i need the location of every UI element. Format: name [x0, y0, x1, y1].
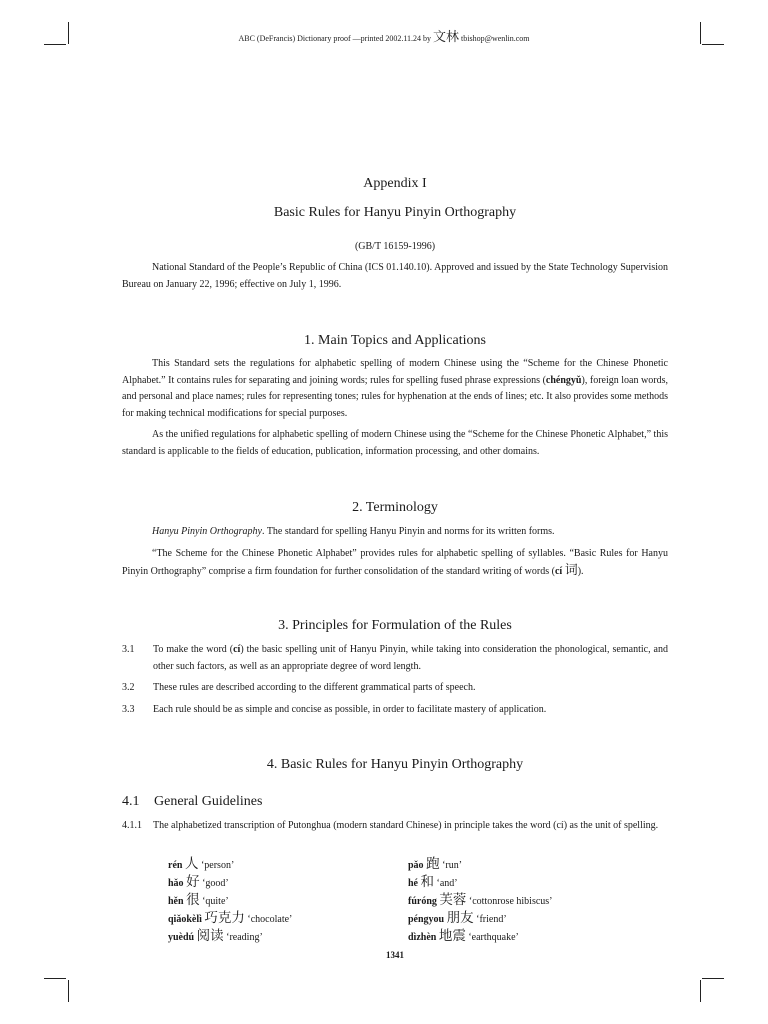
example-word: péngyou 朋友 ‘friend’ [408, 910, 507, 925]
subsection-heading: 4.1 General Guidelines [122, 794, 263, 809]
author-email: tbishop@wenlin.com [461, 34, 530, 43]
example-word: qiǎokèlì 巧克力 ‘chocolate’ [168, 910, 293, 925]
section-1 [122, 333, 668, 349]
proof-header [0, 26, 768, 45]
appendix-label: Appendix I [363, 176, 427, 191]
section-1-paragraph-2: As the unified regulations for alphabetic spelling of modern Chinese using the “Scheme for the Chinese Phonetic Alphabet,” this standard is applicable to the fields of education, publication, information processing, and other domains. [122, 429, 668, 457]
section-heading: 2. Terminology [352, 500, 438, 515]
chengyu-term: chéngyǔ [545, 374, 582, 386]
section-2 [122, 500, 668, 516]
section-heading: 3. Principles for Formulation of the Rules [278, 618, 512, 633]
crop-mark [44, 978, 66, 979]
rule-item: 3.1 To make the word (cí) the basic spelling unit of Hanyu Pinyin, while taking into consideration the phonological, semantic, and other such factors, as well as an appropriate degree of word length. [122, 644, 668, 672]
intro-paragraph: National Standard of the People’s Republic of China (ICS 01.140.10). Approved and issued by the State Technology Supervision Bureau on January 22, 1996; effective on July 1, 1996. [122, 262, 668, 290]
crop-mark [702, 978, 724, 979]
example-word: yuèdú 阅读 ‘reading’ [168, 928, 263, 943]
proof-text: ABC (DeFrancis) Dictionary proof —printed 2002.11.24 by [238, 34, 432, 43]
example-word: rén 人 ‘person’ [168, 856, 235, 871]
example-word: fúróng 芙蓉 ‘cottonrose hibiscus’ [408, 892, 553, 907]
document-title: Basic Rules for Hanyu Pinyin Orthography [273, 205, 517, 220]
example-word: pǎo 跑 ‘run’ [408, 856, 463, 871]
page-number: 1341 [386, 950, 404, 960]
section-1-paragraph-1: This Standard sets the regulations for alphabetic spelling of modern Chinese using the “Scheme for the Chinese Phonetic Alphabet.” It contains rules for separating and joining words; rules for spelling fused phrase expressions (chéngyǔ), foreign loan words, and personal and place names; rules for representing tones; rules for hyphenation at the ends of lines; etc. It also provides some methods for making technical modifications for special purposes. [122, 358, 668, 419]
example-word: hǎo 好 ‘good’ [168, 874, 229, 889]
example-word: dìzhèn 地震 ‘earthquake’ [408, 928, 519, 943]
section-heading: 1. Main Topics and Applications [304, 333, 486, 348]
crop-mark [68, 980, 69, 1002]
author-chinese-name: 文林 [433, 29, 460, 44]
crop-mark [700, 980, 701, 1002]
section-1-body [122, 356, 668, 460]
example-word: hé 和 ‘and’ [408, 874, 458, 889]
section-2-body [122, 524, 668, 581]
section-2-paragraph-2: “The Scheme for the Chinese Phonetic Alphabet” provides rules for alphabetic spelling of syllables. “Basic Rules for Hanyu Pinyin Orthography” comprise a firm foundation for further consolidation of the standard writing of words (cí 词). [122, 547, 668, 577]
rule-item: 4.1.1 The alphabetized transcription of Putonghua (modern standard Chinese) in principle takes the word (cí) as the unit of spelling. [122, 820, 659, 831]
intro-block [122, 260, 668, 293]
rule-item: 3.2 These rules are described according to the different grammatical parts of speech. [122, 682, 476, 693]
section-heading: 4. Basic Rules for Hanyu Pinyin Orthography [266, 757, 524, 772]
section-2-paragraph-1: Hanyu Pinyin Orthography. The standard for spelling Hanyu Pinyin and norms for its written forms. [152, 526, 555, 537]
example-word: hěn 很 ‘quite’ [168, 892, 229, 907]
rule-item: 3.3 Each rule should be as simple and concise as possible, in order to facilitate mastery of application. [122, 704, 547, 715]
section-4 [122, 757, 668, 773]
standard-code: (GB/T 16159-1996) [354, 241, 436, 252]
section-3 [122, 618, 668, 634]
